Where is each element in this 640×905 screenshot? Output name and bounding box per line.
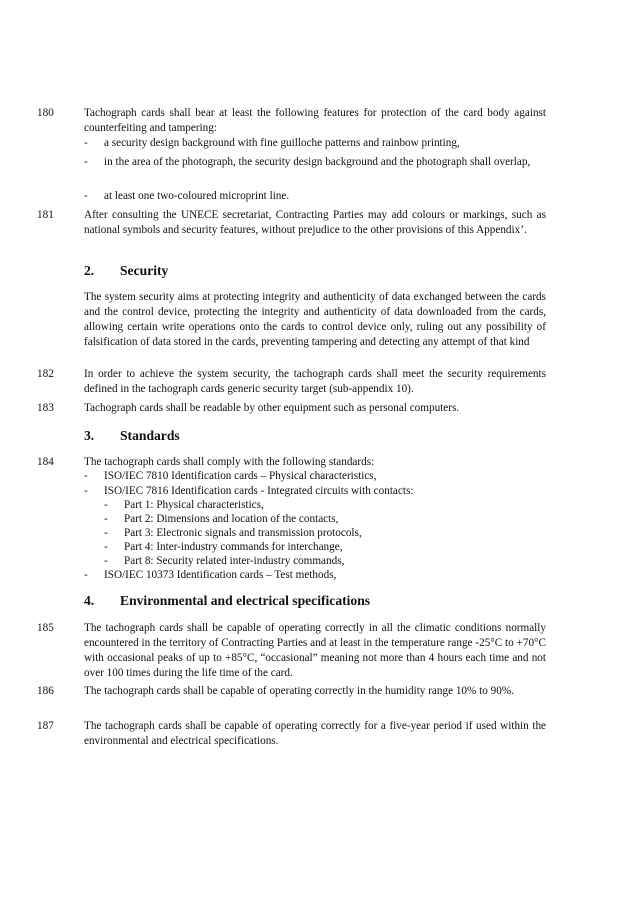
paragraph-number-180: 180 bbox=[37, 107, 54, 119]
section-heading-environmental: 4. Environmental and electrical specifications bbox=[84, 593, 371, 608]
paragraph-number-185: 185 bbox=[37, 622, 54, 634]
paragraph-182-text: In order to achieve the system security, the tachograph cards shall meet the security requirements defined in the tachograph cards generic security target (sub-appendix 10). bbox=[84, 368, 546, 395]
paragraph-number-184: 184 bbox=[37, 456, 54, 468]
paragraph-number-181: 181 bbox=[37, 209, 54, 221]
section-heading-security: 2. Security bbox=[84, 263, 169, 278]
paragraph-180-text: Tachograph cards shall bear at least the following features for protection of the card body against counterfeiting and tampering: bbox=[84, 107, 546, 134]
paragraph-number-183: 183 bbox=[37, 402, 54, 414]
section-heading-standards: 3. Standards bbox=[84, 428, 180, 443]
paragraph-181-text: After consulting the UNECE secretariat, Contracting Parties may add colours or markings, such as national symbols and security features, without prejudice to the other provisions of this Appendix’. bbox=[84, 209, 546, 236]
paragraph-number-182: 182 bbox=[37, 368, 54, 380]
paragraph-183-text: Tachograph cards shall be readable by other equipment such as personal computers. bbox=[84, 402, 460, 414]
security-intro-text: The system security aims at protecting integrity and authenticity of data exchanged between the cards and the control device, protecting the integrity and authenticity of data downloaded from the cards, allowing certain write operations onto the cards to control device only, ruling out any possibility of falsification of data stored in the cards, preventing tampering and detecting any attempt of that kind bbox=[84, 291, 546, 348]
paragraph-185-text: The tachograph cards shall be capable of operating correctly in all the climatic conditions normally encountered in the territory of Contracting Parties and at least in the temperature range -25°C to +70°C with occasional peaks of up to +85°C, “occasional” meaning not more than 4 hours each time and not over 100 times during the life time of the card. bbox=[84, 622, 546, 679]
paragraph-187-text: The tachograph cards shall be capable of operating correctly for a five-year period if used within the environmental and electrical specifications. bbox=[84, 720, 546, 747]
paragraph-186-text: The tachograph cards shall be capable of operating correctly in the humidity range 10% to 90%. bbox=[84, 685, 514, 697]
document-page: 180 Tachograph cards shall bear at least the following features for protection of the card body against counterfeiting and tampering: - a security design background with fine guilloche patterns and rainbow printing, - in the area of the photograph, the security design background and the photograph shall overlap, - at least one two-coloured microprint line. 181 After consulting the UNECE secretariat, Contracting Parties may add colours or markings, such as national symbols and security features, without prejudice to the other provisions of this Appendix’. 2. Security The system security aims at protecting integrity and authenticity of data exchanged between the cards and the control device, protecting the integrity and authenticity of data downloaded from the cards, allowing certain write operations onto the cards to control device only, ruling out any possibility of falsification of data stored in the cards, preventing tampering and detecting any attempt of that kind 182 In order to achieve the system security, the tachograph cards shall meet the security requirements defined in the tachograph cards generic security target (sub-appendix 10). 183 Tachograph cards shall be readable by other equipment such as personal computers. 3. Standards 184 The tachograph cards shall comply with the following standards: - ISO/IEC 7810 Identification cards – Physical characteristics, - ISO/IEC 7816 Identification cards - Integrated circuits with contacts: - Part 1: Physical characteristics, - Part 2: Dimensions and location of the contacts, - Part 3: Electronic signals and transmission protocols, - Part 4: Inter-industry commands for interchange, - Part 8: Security related inter-industry commands, - ISO/IEC 10373 Identification cards – Test methods, 4. Environmental and electrical specifications 185 The tachograph cards shall be capable of operating correctly in all the climatic conditions normally encountered in the territory of Contracting Parties and at least in the temperature range -25°C to +70°C with occasional peaks of up to +85°C, “occasional” meaning not more than 4 hours each time and not over 100 times during the life time of the card. 186 The tachograph cards shall be capable of operating correctly in the humidity range 10% to 90%. 187 The tachograph cards shall be capable of operating correctly for a five-year period if used within the environmental and electrical specifications. bbox=[37, 107, 546, 747]
paragraph-number-187: 187 bbox=[37, 720, 54, 732]
paragraph-184-text: The tachograph cards shall comply with the following standards: bbox=[84, 456, 375, 468]
paragraph-number-186: 186 bbox=[37, 685, 54, 697]
